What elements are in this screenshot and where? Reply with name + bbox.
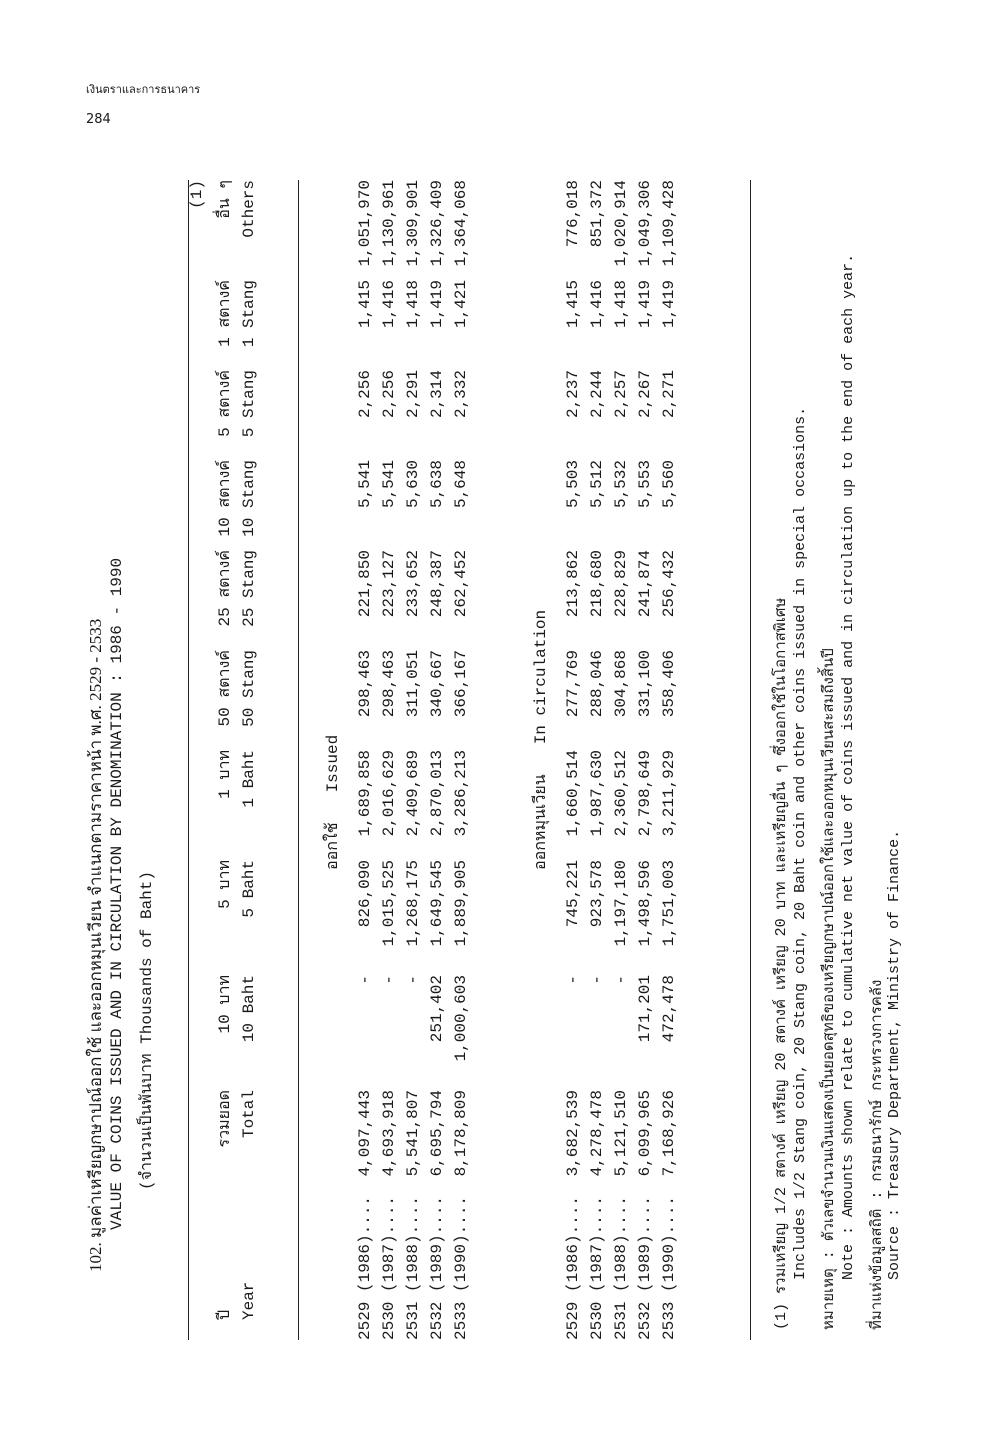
- table-cell: 277,769: [564, 650, 582, 718]
- table-cell: 298,463: [356, 650, 374, 718]
- table-cell: 1,419: [428, 280, 446, 329]
- table-cell: 2,244: [588, 370, 606, 419]
- table-cell: -: [564, 975, 582, 985]
- table-cell: 5,553: [636, 460, 654, 509]
- table-header-rule: [298, 180, 299, 1340]
- table-cell: 2,314: [428, 370, 446, 419]
- table-bottom-rule: [750, 180, 751, 1340]
- table-cell: 5,648: [452, 460, 470, 509]
- table-cell: 6,099,965: [636, 1090, 654, 1177]
- table-cell: 4,278,478: [588, 1090, 606, 1177]
- table-cell: 298,463: [380, 650, 398, 718]
- table-cell: 2,016,629: [380, 750, 398, 837]
- column-header-5-th: 50 สตางค์: [216, 650, 234, 727]
- table-cell: 5,503: [564, 460, 582, 509]
- column-header-7-en: 10 Stang: [240, 460, 258, 537]
- table-cell: 1,421: [452, 280, 470, 329]
- column-header-2-en: 10 Baht: [240, 975, 258, 1043]
- column-header-9-th: 1 สตางค์: [216, 280, 234, 347]
- table-title-thai: 102. มูลค่าเหรียญกษาปณ์ออกใช้ และออกหมุนเวียน จำแนกตามราคาหน้า พ.ศ. 2529 - 2533: [86, 618, 105, 1272]
- table-cell: 3,682,539: [564, 1090, 582, 1177]
- column-header-4-en: 1 Baht: [240, 750, 258, 808]
- section-label-english: In circulation: [532, 609, 550, 745]
- table-cell: 1,416: [380, 280, 398, 329]
- table-cell: 1,020,914: [612, 180, 630, 267]
- table-cell: 1,049,306: [636, 180, 654, 267]
- table-cell: 2,798,649: [636, 750, 654, 837]
- column-header-6-th: 25 สตางค์: [216, 550, 234, 627]
- row-year: 2529 (1986)....: [564, 1195, 582, 1340]
- table-cell: 366,167: [452, 650, 470, 718]
- table-title-units: (จำนวนเป็นพันบาท Thousands of Baht): [138, 871, 156, 1190]
- source-english: Source : Treasury Department, Ministry of Finance.: [886, 829, 903, 1280]
- table-cell: 311,051: [404, 650, 422, 718]
- column-header-7-th: 10 สตางค์: [216, 460, 234, 537]
- table-cell: 1,419: [636, 280, 654, 329]
- table-cell: 241,874: [636, 550, 654, 618]
- table-cell: 304,868: [612, 650, 630, 718]
- row-year: 2530 (1987)....: [588, 1195, 606, 1340]
- row-year: 2532 (1989)....: [636, 1195, 654, 1340]
- table-cell: 2,256: [380, 370, 398, 419]
- table-cell: 776,018: [564, 180, 582, 248]
- table-cell: 472,478: [660, 975, 678, 1043]
- table-cell: 1,197,180: [612, 860, 630, 947]
- table-cell: 251,402: [428, 975, 446, 1043]
- column-header-10-th: อื่น ๆ: [216, 180, 234, 219]
- section-label: [528, 610, 553, 870]
- table-cell: 5,512: [588, 460, 606, 509]
- section-label-thai: ออกหมุนเวียน: [532, 774, 550, 870]
- table-cell: 2,271: [660, 370, 678, 419]
- table-cell: 1,000,603: [452, 975, 470, 1062]
- table-cell: 228,829: [612, 550, 630, 618]
- table-cell: 1,051,970: [356, 180, 374, 267]
- table-cell: 4,097,443: [356, 1090, 374, 1177]
- table-cell: 1,109,428: [660, 180, 678, 267]
- page-number: 284: [86, 112, 111, 127]
- table-cell: 5,560: [660, 460, 678, 509]
- table-cell: 2,267: [636, 370, 654, 419]
- table-title-english: VALUE OF COINS ISSUED AND IN CIRCULATION BY DENOMINATION : 1986 - 1990: [108, 557, 126, 1230]
- table-cell: 2,237: [564, 370, 582, 419]
- table-cell: 233,652: [404, 550, 422, 618]
- table-cell: 2,360,512: [612, 750, 630, 837]
- table-cell: 1,751,003: [660, 860, 678, 947]
- table-cell: 5,541: [356, 460, 374, 509]
- table-cell: 1,268,175: [404, 860, 422, 947]
- table-cell: -: [380, 975, 398, 985]
- table-cell: 3,286,213: [452, 750, 470, 837]
- column-header-1-th: รวมยอด: [216, 1090, 234, 1148]
- table-cell: 2,257: [612, 370, 630, 419]
- note-thai: หมายเหตุ : ตัวเลขจำนวนเงินแสดงเป็นยอดสุทธิของเหรียญกษาปณ์ออกใช้และออกหมุนเวียนสะสมถึงสิ้นปี: [821, 648, 838, 1330]
- table-cell: 1,418: [612, 280, 630, 329]
- table-cell: 4,693,918: [380, 1090, 398, 1177]
- column-header-3-th: 5 บาท: [216, 860, 234, 909]
- table-cell: 2,291: [404, 370, 422, 419]
- column-note-marker: (1): [188, 180, 206, 209]
- table-cell: 1,418: [404, 280, 422, 329]
- note-english: Note : Amounts shown relate to cumulative net value of coins issued and in circulation up to the end of each year.: [840, 253, 857, 1280]
- column-header-5-en: 50 Stang: [240, 650, 258, 727]
- table-cell: 923,578: [588, 860, 606, 928]
- table-cell: 1,015,525: [380, 860, 398, 947]
- column-header-1-en: Total: [240, 1090, 258, 1139]
- table-cell: 1,649,545: [428, 860, 446, 947]
- table-cell: 1,415: [356, 280, 374, 329]
- table-cell: -: [356, 975, 374, 985]
- table-cell: 6,695,794: [428, 1090, 446, 1177]
- table-cell: 745,221: [564, 860, 582, 928]
- table-cell: 2,409,689: [404, 750, 422, 837]
- table-cell: 5,638: [428, 460, 446, 509]
- column-header-year-en: Year: [240, 1281, 258, 1320]
- table-cell: 1,689,858: [356, 750, 374, 837]
- table-cell: 3,211,929: [660, 750, 678, 837]
- table-cell: 1,309,901: [404, 180, 422, 267]
- table-cell: -: [588, 975, 606, 985]
- table-cell: 1,416: [588, 280, 606, 329]
- footnote-1-thai: (1) รวมเหรียญ 1/2 สตางค์ เหรียญ 20 สตางค์ เหรียญ 20 บาท และเหรียญอื่น ๆ ซึ่งออกใช้ในโอกาสพิเศษ: [773, 597, 790, 1330]
- row-year: 2529 (1986)....: [356, 1195, 374, 1340]
- row-year: 2531 (1988)....: [612, 1195, 630, 1340]
- table-cell: 340,667: [428, 650, 446, 718]
- table-cell: 5,541: [380, 460, 398, 509]
- column-header-10-en: Others: [240, 180, 258, 238]
- table-cell: 213,862: [564, 550, 582, 618]
- table-cell: 1,987,630: [588, 750, 606, 837]
- table-cell: 2,256: [356, 370, 374, 419]
- column-header-8-en: 5 Stang: [240, 370, 258, 438]
- column-header-3-en: 5 Baht: [240, 860, 258, 918]
- row-year: 2531 (1988)....: [404, 1195, 422, 1340]
- column-header-4-th: 1 บาท: [216, 750, 234, 799]
- row-year: 2533 (1990)....: [660, 1195, 678, 1340]
- table-cell: 331,100: [636, 650, 654, 718]
- table-cell: 2,332: [452, 370, 470, 419]
- table-cell: 221,850: [356, 550, 374, 618]
- table-cell: 826,090: [356, 860, 374, 928]
- table-cell: 1,326,409: [428, 180, 446, 267]
- table-cell: 1,889,905: [452, 860, 470, 947]
- table-cell: 358,406: [660, 650, 678, 718]
- section-label-english: Issued: [324, 734, 342, 793]
- table-cell: 2,870,013: [428, 750, 446, 837]
- table-cell: 288,046: [588, 650, 606, 718]
- table-cell: 218,680: [588, 550, 606, 618]
- table-cell: 223,127: [380, 550, 398, 618]
- table-cell: 5,121,510: [612, 1090, 630, 1177]
- table-cell: 171,201: [636, 975, 654, 1043]
- table-cell: 7,168,926: [660, 1090, 678, 1177]
- table-cell: -: [404, 975, 422, 985]
- table-cell: 262,452: [452, 550, 470, 618]
- source-thai: ที่มาแห่งข้อมูลสถิติ : กรมธนารักษ์ กระทรวงการคลัง: [869, 979, 886, 1330]
- column-header-8-th: 5 สตางค์: [216, 370, 234, 437]
- table-cell: 8,178,809: [452, 1090, 470, 1177]
- column-header-9-en: 1 Stang: [240, 280, 258, 348]
- section-label-thai: ออกใช้: [324, 822, 342, 870]
- row-year: 2532 (1989)....: [428, 1195, 446, 1340]
- table-cell: 248,387: [428, 550, 446, 618]
- column-header-6-en: 25 Stang: [240, 550, 258, 627]
- column-header-year-th: ปี: [216, 1309, 234, 1320]
- footnote-1-english: Includes 1/2 Stang coin, 20 Stang coin, 20 Baht coin and other coins issued in special occasions.: [792, 406, 809, 1280]
- table-cell: 5,630: [404, 460, 422, 509]
- table-cell: 256,432: [660, 550, 678, 618]
- table-cell: 1,498,596: [636, 860, 654, 947]
- table-cell: 5,532: [612, 460, 630, 509]
- table-cell: 1,130,961: [380, 180, 398, 267]
- row-year: 2533 (1990)....: [452, 1195, 470, 1340]
- table-cell: -: [612, 975, 630, 985]
- table-cell: 1,364,068: [452, 180, 470, 267]
- row-year: 2530 (1987)....: [380, 1195, 398, 1340]
- rotated-table-page: [60, 170, 903, 1340]
- table-cell: 1,660,514: [564, 750, 582, 837]
- table-cell: 1,415: [564, 280, 582, 329]
- column-header-2-th: 10 บาท: [216, 975, 234, 1034]
- table-cell: 851,372: [588, 180, 606, 248]
- table-cell: 5,541,807: [404, 1090, 422, 1177]
- table-top-rule: [188, 180, 189, 1340]
- table-cell: 1,419: [660, 280, 678, 329]
- running-title: เงินตราและการธนาคาร: [86, 83, 201, 96]
- section-label: [320, 735, 345, 870]
